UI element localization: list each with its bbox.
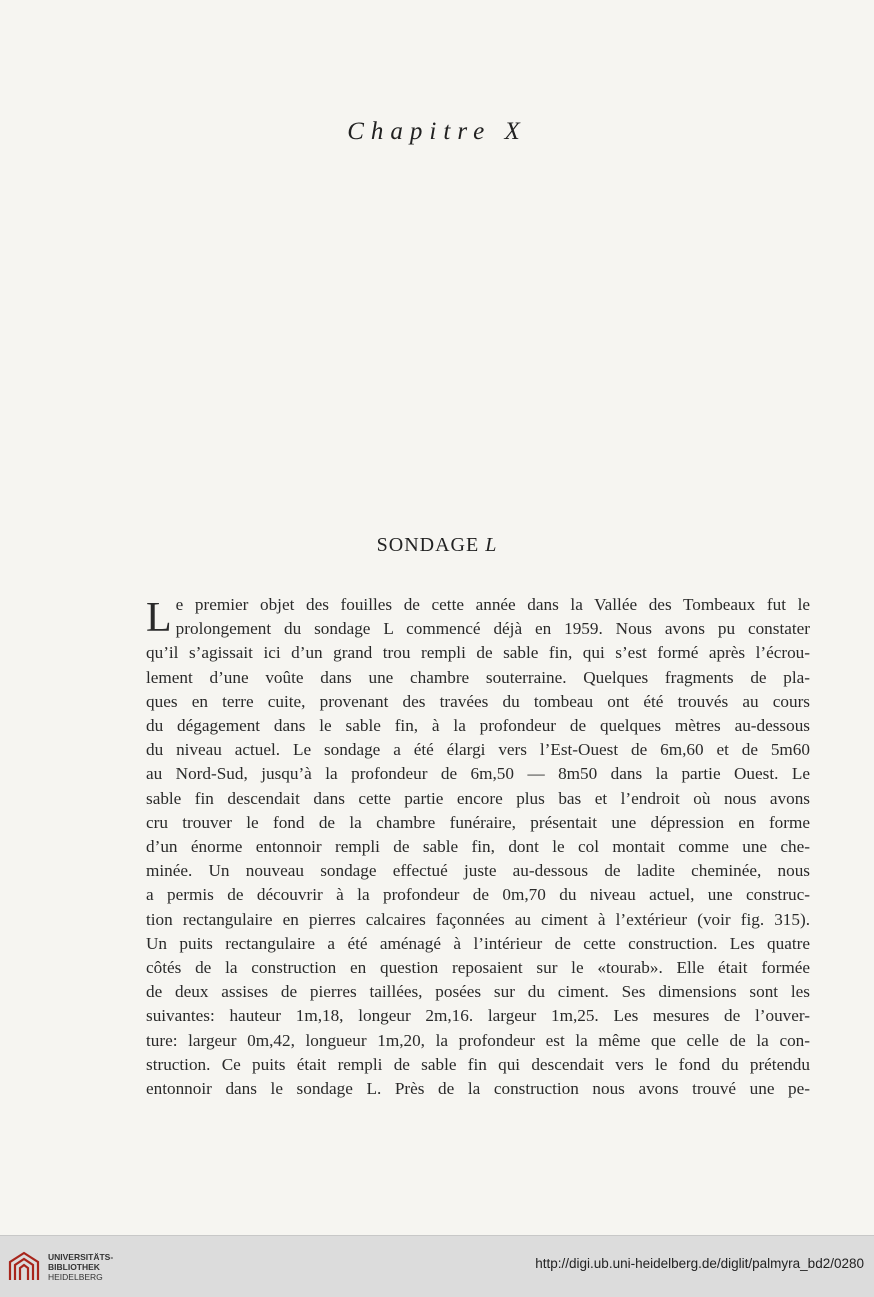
text-line: cru trouver le fond de la chambre funéraire, présentait une dépression en forme — [146, 812, 810, 832]
section-title-prefix: SONDAGE — [376, 534, 480, 556]
text-line: a permis de découvrir à la profondeur de 0m,70 du niveau actuel, une construc- — [146, 885, 810, 905]
text-line: Un puits rectangulaire a été aménagé à l’intérieur de cette construction. Les quatre — [146, 933, 810, 953]
text-line: ques en terre cuite, provenant des travées du tombeau ont été trouvés au cours — [146, 691, 810, 711]
text-line: suivantes: hauteur 1m,18, longeur 2m,16. largeur 1m,25. Les mesures de l’ouver- — [146, 1006, 810, 1026]
university-library-logo-icon[interactable] — [6, 1250, 42, 1284]
text-line: lement d’une voûte dans une chambre souterraine. Quelques fragments de pla- — [146, 667, 810, 687]
chapter-heading: Chapitre X — [347, 118, 527, 145]
text-line: prolongement du sondage L commencé déjà en 1959. Nous avons pu constater — [175, 619, 810, 639]
text-line: qu’il s’agissait ici d’un grand trou rempli de sable fin, qui s’est formé après l’écrou- — [146, 643, 810, 663]
body-paragraph — [146, 593, 810, 1101]
text-line: au Nord-Sud, jusqu’à la profondeur de 6m,50 — 8m50 dans la partie Ouest. Le — [146, 764, 810, 784]
text-line: sable fin descendait dans cette partie encore plus bas et l’endroit où nous avons — [146, 788, 810, 808]
text-line: de deux assises de pierres taillées, posées sur du ciment. Ses dimensions sont les — [146, 982, 810, 1002]
section-heading — [0, 534, 874, 557]
library-name[interactable] — [48, 1252, 113, 1282]
document-url-link[interactable]: http://digi.ub.uni-heidelberg.de/diglit/palmyra_bd2/0280 — [535, 1256, 864, 1271]
library-name-line2: BIBLIOTHEK — [48, 1262, 100, 1272]
text-line: côtés de la construction en question reposaient sur le «tourab». Elle était formée — [146, 958, 810, 978]
text-line: e premier objet des fouilles de cette année dans la Vallée des Tombeaux fut le — [175, 595, 810, 614]
library-name-line1: UNIVERSITÄTS- — [48, 1252, 114, 1262]
text-line: tion rectangulaire en pierres calcaires façonnées au ciment à l’extérieur (voir fig. 315). — [146, 909, 810, 929]
text-line: minée. Un nouveau sondage effectué juste au-dessous de ladite cheminée, nous — [146, 861, 810, 881]
section-title-letter: L — [485, 534, 498, 556]
text-line: du dégagement dans le sable fin, à la profondeur de quelques mètres au-dessous — [146, 716, 810, 736]
library-name-line3: HEIDELBERG — [48, 1272, 103, 1282]
text-line: struction. Ce puits était rempli de sable fin qui descendait vers le fond du prétendu — [146, 1054, 810, 1074]
digital-library-footer — [0, 1235, 874, 1297]
drop-cap: L — [146, 595, 172, 641]
text-line: entonnoir dans le sondage L. Près de la construction nous avons trouvé une pe- — [146, 1079, 810, 1099]
text-line: ture: largeur 0m,42, longueur 1m,20, la profondeur est la même que celle de la con- — [146, 1030, 810, 1050]
text-line: d’un énorme entonnoir rempli de sable fin, dont le col montait comme une che- — [146, 837, 810, 857]
text-line: du niveau actuel. Le sondage a été élargi vers l’Est-Ouest de 6m,60 et de 5m60 — [146, 740, 810, 760]
